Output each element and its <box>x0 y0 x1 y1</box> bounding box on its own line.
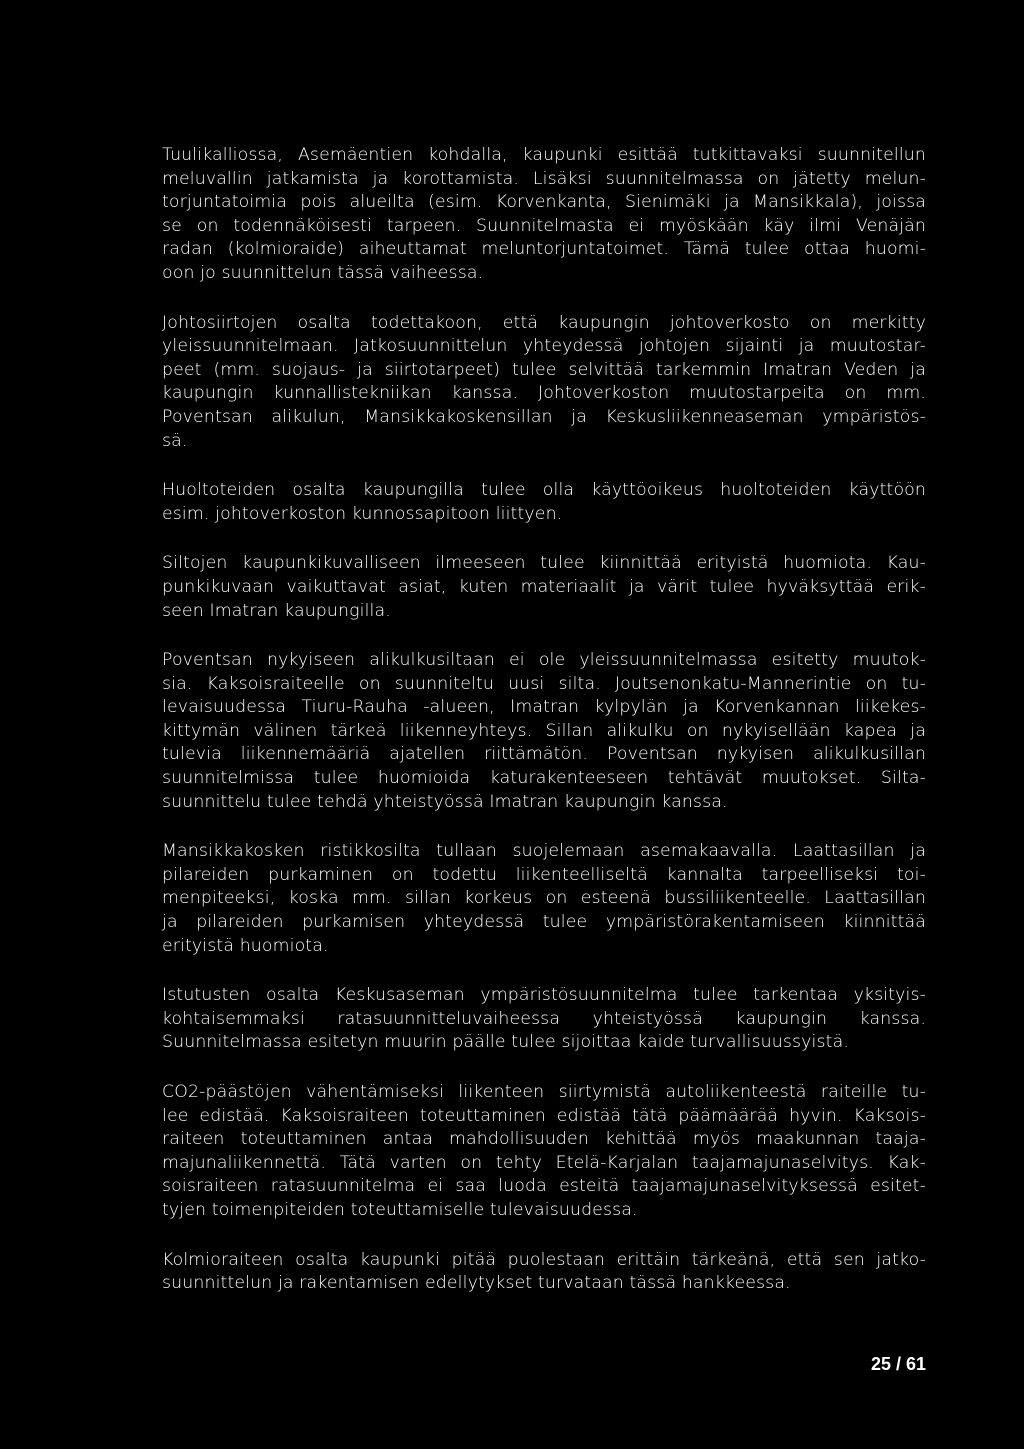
text-line: sä. <box>162 430 188 451</box>
paragraph-poventsa-underpass <box>162 649 926 814</box>
text-line: Mansikkakosken ristikkosilta tullaan suojelemaan asemakaavalla. Laattasillan ja <box>162 841 926 862</box>
text-line: oon jo suunnittelun tässä vaiheessa. <box>162 262 484 283</box>
text-line: se on todennäköisesti tarpeen. Suunnitelmasta ei myöskään käy ilmi Venäjän <box>162 215 926 236</box>
text-line: Huoltoteiden osalta kaupungilla tulee olla käyttöoikeus huoltoteiden käyttöön <box>162 480 926 501</box>
text-line: yleissuunnitelmaan. Jatkosuunnittelun yhteydessä johtojen sijainti ja muutostar- <box>162 336 926 357</box>
text-line: punkikuvaan vaikuttavat asiat, kuten materiaalit ja värit tulee hyväksyttää erik- <box>162 576 926 597</box>
text-line: meluvallin jatkamista ja korottamista. Lisäksi suunnitelmassa on jätetty melun- <box>162 168 926 189</box>
text-line: ja pilareiden purkamisen yhteydessä tulee ympäristörakentamiseen kiinnittää <box>162 912 926 933</box>
text-line: levaisuudessa Tiuru-Rauha -alueen, Imatran kylpylän ja Korvenkannan liikekes- <box>162 697 926 718</box>
text-line: Poventsan alikulun, Mansikkakoskensillan ja Keskusliikenneaseman ympäristös- <box>162 406 926 427</box>
text-line: Tuulikalliossa, Asemäentien kohdalla, kaupunki esittää tutkittavaksi suunnitellun <box>162 145 926 165</box>
text-line: radan (kolmioraide) aiheuttamat meluntorjuntatoimet. Tämä tulee ottaa huomi- <box>162 239 926 260</box>
paragraph-triangle-track <box>162 1249 926 1296</box>
paragraph-plantings <box>162 984 926 1055</box>
text-line: menpiteeksi, koska mm. sillan korkeus on esteenä bussiliikenteelle. Laattasillan <box>162 888 926 909</box>
text-line: kaupungin kunnallistekniikan kanssa. Johtoverkoston muutostarpeita on mm. <box>162 383 926 404</box>
text-line: torjuntatoimia pois alueilta (esim. Korvenkanta, Sienimäki ja Mansikkala), joissa <box>162 192 926 213</box>
page-number: 25 / 61 <box>870 1354 926 1374</box>
text-line: soisraiteen ratasuunnitelma ei saa luoda esteitä taajamajunaselvityksessä esitet- <box>162 1176 926 1197</box>
document-body <box>162 144 926 1322</box>
text-line: Kolmioraiteen osalta kaupunki pitää puolestaan erittäin tärkeänä, että sen jatko- <box>162 1249 926 1270</box>
text-line: seen Imatran kaupungilla. <box>162 600 391 621</box>
text-line: Poventsan nykyiseen alikulkusiltaan ei ole yleissuunnitelmassa esitetty muutok- <box>162 650 926 671</box>
text-line: erityistä huomiota. <box>162 935 329 956</box>
text-line: peet (mm. suojaus- ja siirtotarpeet) tulee selvittää tarkemmin Imatran Veden ja <box>162 359 926 380</box>
text-line: lee edistää. Kaksoisraiteen toteuttaminen edistää tätä päämäärää hyvin. Kaksois- <box>162 1105 926 1126</box>
paragraph-service-roads <box>162 479 926 526</box>
text-line: Siltojen kaupunkikuvalliseen ilmeeseen tulee kiinnittää erityistä huomiota. Kau- <box>162 553 926 574</box>
text-line: kohtaisemmaksi ratasuunnitteluvaiheessa yhteistyössä kaupungin kanssa. <box>162 1008 926 1029</box>
text-line: tyjen toimenpiteiden toteuttamiselle tulevaisuudessa. <box>162 1199 638 1220</box>
text-line: raiteen toteuttaminen antaa mahdollisuuden kehittää myös maakunnan taaja- <box>162 1129 926 1150</box>
paragraph-bridge-appearance <box>162 552 926 623</box>
text-line: Johtosiirtojen osalta todettakoon, että kaupungin johtoverkosto on merkitty <box>162 312 926 333</box>
paragraph-utility-relocation <box>162 312 926 454</box>
text-line: kittymän välinen tärkeä liikenneyhteys. Sillan alikulku on nykyisellään kapea ja <box>162 720 926 741</box>
paragraph-truss-bridge <box>162 840 926 958</box>
text-line: Istutusten osalta Keskusaseman ympäristösuunnitelma tulee tarkentaa yksityis- <box>162 985 926 1006</box>
text-line: suunnittelu tulee tehdä yhteistyössä Imatran kaupungin kanssa. <box>162 791 728 812</box>
text-line: suunnittelun ja rakentamisen edellytykset turvataan tässä hankkeessa. <box>162 1273 791 1294</box>
text-line: pilareiden purkaminen on todettu liikenteelliseltä kannalta tarpeelliseksi toi- <box>162 864 926 885</box>
text-line: CO2-päästöjen vähentämiseksi liikenteen siirtymistä autoliikenteestä raiteille tu- <box>162 1082 926 1102</box>
text-line: majunaliikennettä. Tätä varten on tehty Etelä-Karjalan taajamajunaselvitys. Kak- <box>162 1152 926 1173</box>
paragraph-noise-barriers <box>162 144 926 286</box>
text-line: tulevia liikennemääriä ajatellen riittämätön. Poventsan nykyisen alikulkusillan <box>162 744 926 765</box>
text-line: sia. Kaksoisraiteelle on suunniteltu uusi silta. Joutsenonkatu-Mannerintie on tu- <box>162 673 926 694</box>
text-line: suunnitelmissa tulee huomioida katurakenteeseen tehtävät muutokset. Silta- <box>162 768 926 789</box>
text-line: esim. johtoverkoston kunnossapitoon liittyen. <box>162 503 563 524</box>
text-line: Suunnitelmassa esitetyn muurin päälle tulee sijoittaa kaide turvallisuussyistä. <box>162 1032 849 1053</box>
paragraph-co2-emissions <box>162 1081 926 1223</box>
